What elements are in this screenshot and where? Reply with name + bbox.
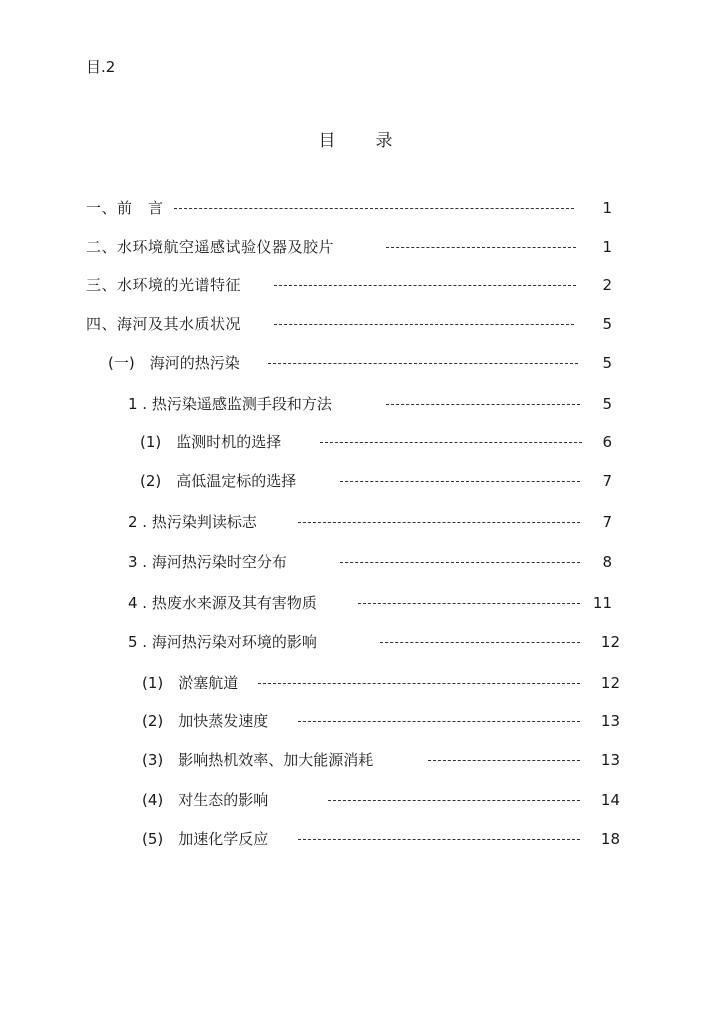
toc-entry-page: 7 [602,472,612,490]
toc-entry [128,592,626,614]
toc-entry-label: (2) 加快蒸发速度 [142,712,269,730]
toc-entry [108,352,626,374]
dot-leader [428,760,580,761]
toc-entry-label: (1) 淤塞航道 [142,674,239,692]
dot-leader [258,683,580,684]
toc-entry-label: 1 . 热污染遥感监测手段和方法 [128,395,332,413]
toc-entry [142,672,626,694]
toc-entry-label: (一) 海河的热污染 [108,354,240,372]
toc-entry [128,511,626,533]
toc-entry-label: (1) 监测时机的选择 [140,433,282,451]
toc-entry-label: 2 . 热污染判读标志 [128,513,257,531]
toc-entry-page: 5 [602,354,612,372]
page-identifier: 目.2 [86,58,116,76]
toc-entry [128,551,626,573]
toc-entry-page: 18 [600,830,620,848]
toc-entry-page: 1 [602,238,612,256]
toc-entry-label: (3) 影响热机效率、加大能源消耗 [142,751,374,769]
toc-entry [86,274,626,296]
toc-entry [86,197,626,219]
dot-leader [320,442,582,443]
dot-leader [380,642,580,643]
toc-entry-page: 5 [602,395,612,413]
toc-entry-page: 12 [600,633,620,651]
toc-entry-label: (5) 加速化学反应 [142,830,269,848]
toc-entry-page: 13 [600,712,620,730]
toc-entry-label: 一、前 言 [86,199,164,217]
toc-entry-label: 4 . 热废水来源及其有害物质 [128,594,317,612]
toc-entry [142,789,626,811]
toc-title: 目 录 [318,131,395,151]
dot-leader [328,800,580,801]
toc-entry-page: 13 [600,751,620,769]
toc-entry-page: 14 [600,791,620,809]
toc-entry-page: 12 [600,674,620,692]
toc-entry [140,470,626,492]
toc-entry-label: (2) 高低温定标的选择 [140,472,297,490]
toc-entry-page: 8 [602,553,612,571]
dot-leader [358,603,580,604]
toc-entry [86,236,626,258]
dot-leader [298,721,580,722]
toc-entry-page: 7 [602,513,612,531]
toc-entry-label: (4) 对生态的影响 [142,791,269,809]
dot-leader [268,363,578,364]
toc-entry-page: 2 [602,276,612,294]
toc-entry [142,749,626,771]
toc-entry-label: 二、水环境航空遥感试验仪器及胶片 [86,238,335,256]
dot-leader [340,481,580,482]
toc-entry-label: 三、水环境的光谱特征 [86,276,242,294]
dot-leader [386,247,576,248]
toc-entry [86,313,626,335]
dot-leader [274,324,574,325]
toc-entry-page: 6 [602,433,612,451]
toc-entry-label: 3 . 海河热污染时空分布 [128,553,287,571]
dot-leader [386,404,580,405]
toc-entry [128,393,626,415]
toc-entry [142,710,626,732]
toc-entry [142,828,626,850]
toc-entry-label: 四、海河及其水质状况 [86,315,242,333]
toc-entry-page: 1 [602,199,612,217]
toc-entry [128,631,626,653]
toc-entry-label: 5 . 海河热污染对环境的影响 [128,633,317,651]
dot-leader [274,285,576,286]
dot-leader [298,839,580,840]
toc-entry-page: 5 [602,315,612,333]
dot-leader [174,208,574,209]
toc-entry-page: 11 [592,594,612,612]
toc-entry [140,431,626,453]
dot-leader [340,562,580,563]
dot-leader [298,522,580,523]
